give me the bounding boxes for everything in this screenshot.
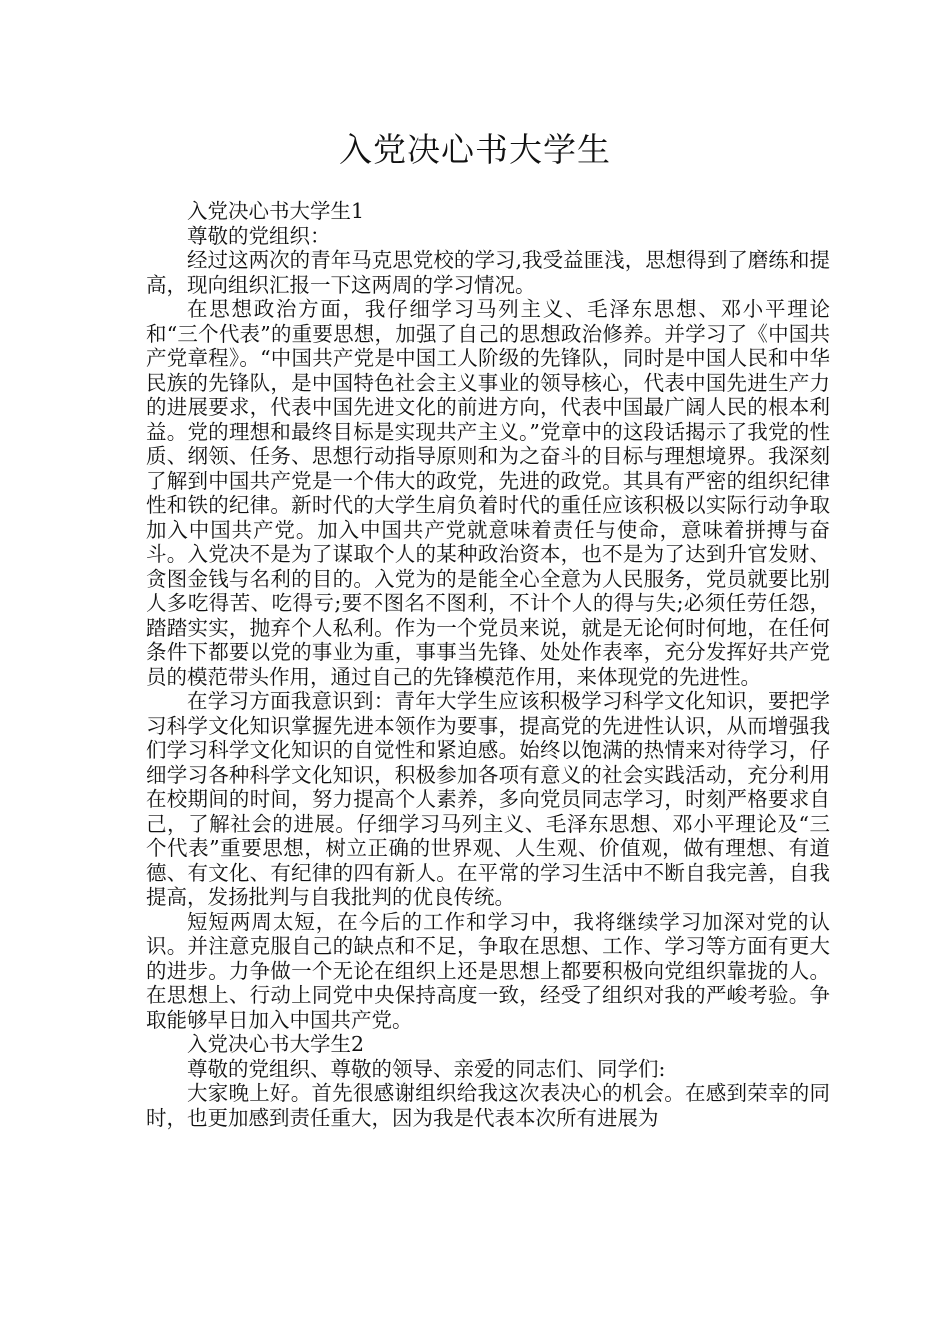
paragraph: 大家晚上好。首先很感谢组织给我这次表决心的机会。在感到荣幸的同时，也更加感到责任重大，因为我是代表本次所有进展为 <box>146 1081 830 1130</box>
paragraph-heading-2: 入党决心书大学生2 <box>187 1032 365 1056</box>
paragraph: 在学习方面我意识到：青年大学生应该积极学习科学文化知识，要把学习科学文化知识掌握先进本领作为要事，提高党的先进性认识，从而增强我们学习科学文化知识的自觉性和紧迫感。始终以饱满的热情来对待学习，仔细学习各种科学文化知识，积极参加各项有意义的社会实践活动，充分利用在校期间的时间，努力提高个人素养，多向党员同志学习，时刻严格要求自己，了解社会的进展。仔细学习马列主义、毛泽东思想、邓小平理论及“三个代表”重要思想，树立正确的世界观、人生观、价值观，做有理想、有道德、有文化、有纪律的四有新人。在平常的学习生活中不断自我完善，自我提高，发扬批判与自我批判的优良传统。 <box>146 689 830 909</box>
document-body <box>146 199 830 1130</box>
paragraph: 在思想政治方面，我仔细学习马列主义、毛泽东思想、邓小平理论和“三个代表”的重要思想，加强了自己的思想政治修养。并学习了《中国共产党章程》。“中国共产党是中国工人阶级的先锋队，同时是中国人民和中华民族的先锋队，是中国特色社会主义事业的领导核心，代表中国先进生产力的进展要求，代表中国先进文化的前进方向，代表中国最广阔人民的根本利益。党的理想和最终目标是实现共产主义。”党章中的这段话揭示了我党的性质、纲领、任务、思想行动指导原则和为之奋斗的目标与理想境界。我深刻了解到中国共产党是一个伟大的政党，先进的政党。其具有严密的组织纪律性和铁的纪律。新时代的大学生肩负着时代的重任应该积极以实际行动争取加入中国共产党。加入中国共产党就意味着责任与使命，意味着拼搏与奋斗。入党决不是为了谋取个人的某种政治资本，也不是为了达到升官发财、贪图金钱与名利的目的。入党为的是能全心全意为人民服务，党员就要比别人多吃得苦、吃得亏;要不图名不图利，不计个人的得与失;必须任劳任怨，踏踏实实，抛弃个人私利。作为一个党员来说，就是无论何时何地，在任何条件下都要以党的事业为重，事事当先锋、处处作表率，充分发挥好共产党员的模范带头作用，通过自己的先锋模范作用，来体现党的先进性。 <box>146 297 830 689</box>
paragraph: 经过这两次的青年马克思党校的学习,我受益匪浅，思想得到了磨练和提高，现向组织汇报一下这两周的学习情况。 <box>146 248 830 297</box>
document-title: 入党决心书大学生 <box>339 130 611 169</box>
paragraph: 短短两周太短，在今后的工作和学习中，我将继续学习加深对党的认识。并注意克服自己的缺点和不足，争取在思想、工作、学习等方面有更大的进步。力争做一个无论在组织上还是思想上都要积极向党组织靠拢的人。在思想上、行动上同党中央保持高度一致，经受了组织对我的严峻考验。争取能够早日加入中国共产党。 <box>146 909 830 1032</box>
paragraph-heading-1: 入党决心书大学生1 <box>187 199 365 223</box>
paragraph-salutation-2: 尊敬的党组织、尊敬的领导、亲爱的同志们、同学们: <box>187 1056 666 1081</box>
paragraph-salutation-1: 尊敬的党组织： <box>187 223 331 248</box>
